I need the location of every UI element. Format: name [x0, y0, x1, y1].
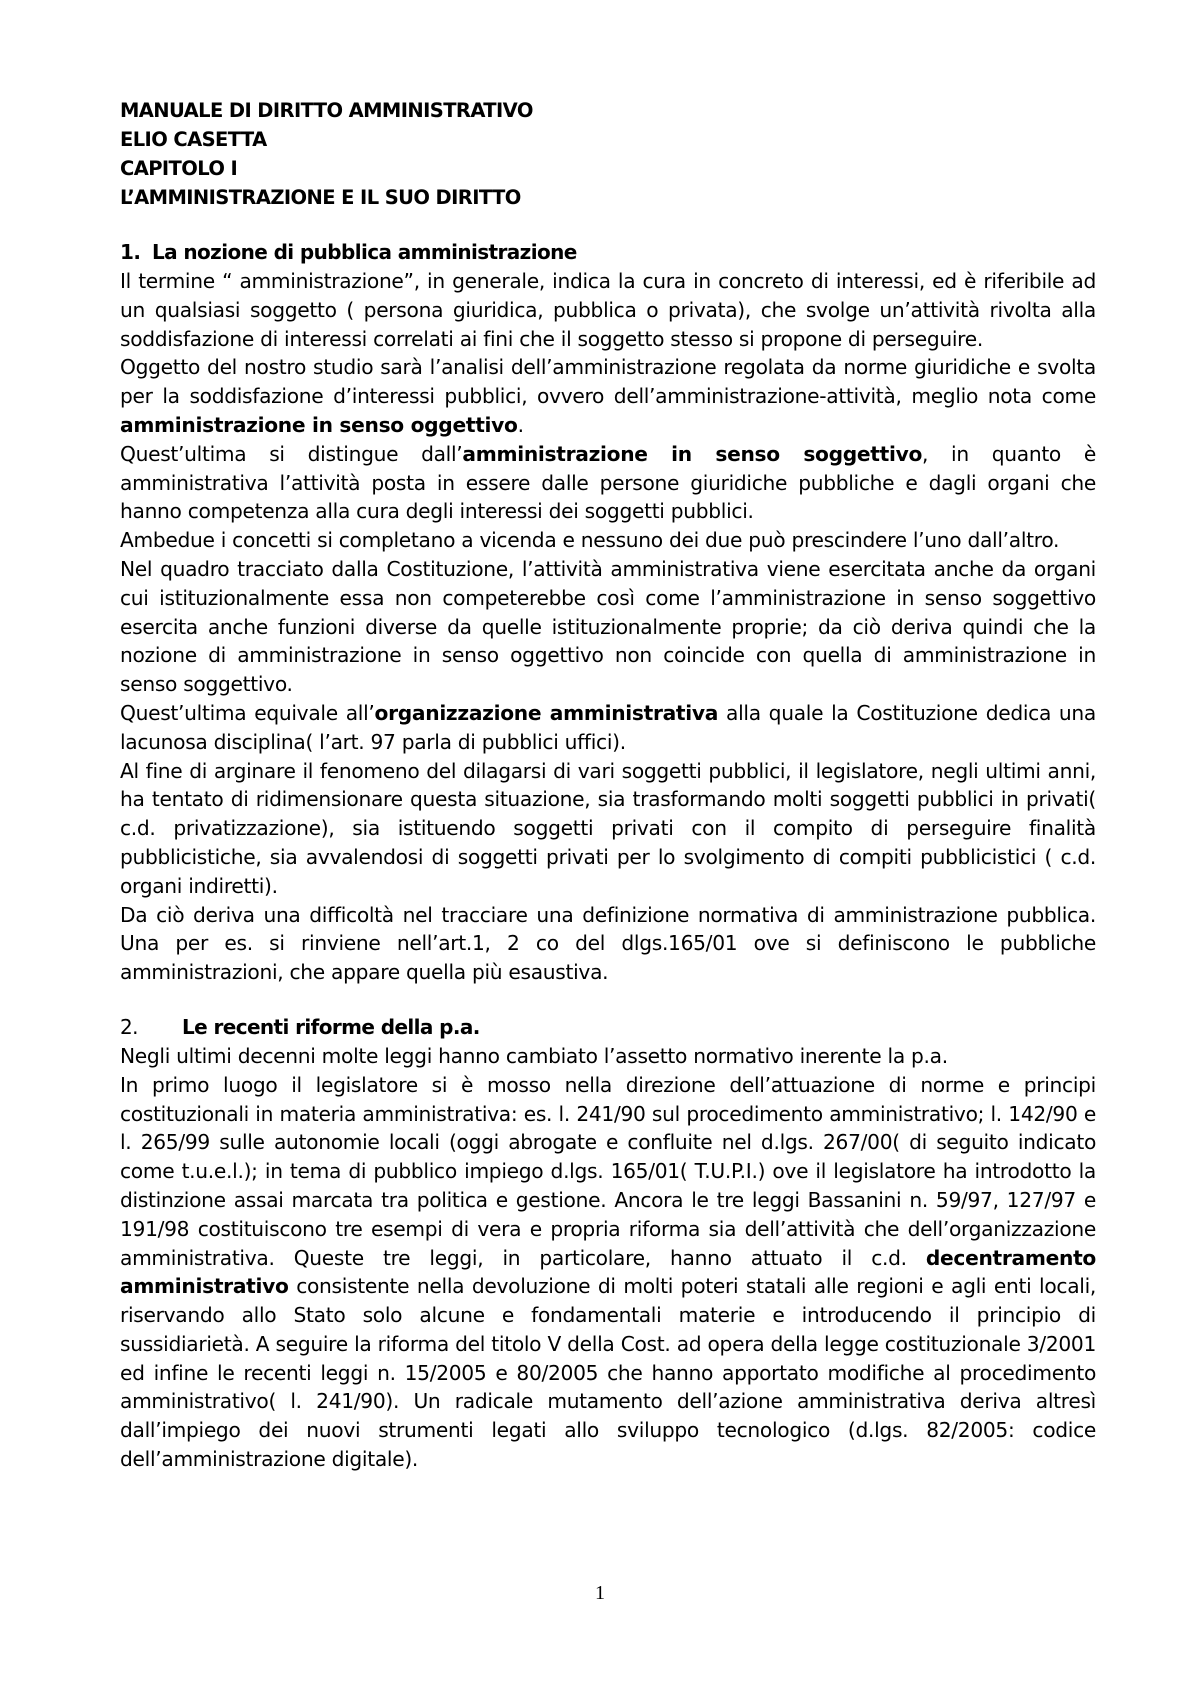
chapter-label: CAPITOLO I — [120, 157, 238, 180]
spacer — [120, 212, 1096, 238]
document-page — [120, 96, 1096, 1474]
page-number: 1 — [595, 1582, 605, 1604]
bold-term: amministrazione in senso soggettivo — [462, 441, 923, 466]
text-run: consistente nella devoluzione di molti poteri statali alle regioni e agli enti locali, riservando allo Stato solo alcune e fondamentali materie e introducendo il principio di sussidiarietà. A seguire la riforma del titolo V della Cost. ad opera della legge costituzionale 3/2001 ed infine le recenti leggi n. 15/2005 e 80/2005 che hanno apportato modifiche al procedimento amministrativo( l. 241/90). Un radicale mutamento dell’azione amministrativa deriva altresì dall’impiego dei nuovi strumenti legati allo sviluppo tecnologico (d.lgs. 82/2005: codice dell’amministrazione digitale). — [120, 1274, 1096, 1472]
section-1-title: La nozione di pubblica amministrazione — [152, 240, 577, 264]
paragraph: Nel quadro tracciato dalla Costituzione, l’attività amministrativa viene esercitata anche da organi cui istituzionalmente essa non competerebbe così come l’amministrazione in senso soggettivo esercita anche funzioni diverse da quelle istituzionalmente proprie; da ciò deriva quindi che la nozione di amministrazione in senso oggettivo non coincide con quella di amministrazione in senso soggettivo. — [120, 556, 1096, 697]
section-2-title: Le recenti riforme della p.a. — [182, 1014, 480, 1039]
document-header — [120, 96, 1096, 212]
paragraph — [120, 699, 1096, 757]
paragraph: Da ciò deriva una difficoltà nel tracciare una definizione normativa di amministrazione pubblica. Una per es. si rinviene nell’art.1, 2 co del dlgs.165/01 ove si definiscono le pubbliche amministrazioni, che appare quella più esaustiva. — [120, 902, 1096, 985]
paragraph: Il termine “ amministrazione”, in generale, indica la cura in concreto di interessi, ed è riferibile ad un qualsiasi soggetto ( persona giuridica, pubblica o privata), che svolge un’attività rivolta alla soddisfazione di interessi correlati ai fini che il soggetto stesso si propone di perseguire. — [120, 269, 1096, 351]
text-run: , in quanto è amministrativa l’attività posta in essere dalle persone giuridiche pubbliche e dagli organi che hanno competenza alla cura degli interessi dei soggetti pubblici. — [120, 441, 1096, 524]
author-name: ELIO CASETTA — [120, 128, 267, 151]
bold-term: amministrazione in senso oggettivo — [120, 412, 518, 437]
section-1-number: 1. — [120, 240, 141, 264]
text-run: alla quale la Costituzione dedica una lacunosa disciplina( l’art. 97 parla di pubblici uffici). — [120, 700, 1096, 754]
text-run: In primo luogo il legislatore si è mosso nella direzione dell’attuazione di norme e principi costituzionali in materia amministrativa: es. l. 241/90 sul procedimento amministrativo; l. 142/90 e l. 265/99 sulle autonomie locali (oggi abrogate e confluite nel d.lgs. 267/00( di seguito indicato come t.u.e.l.); in tema di pubblico impiego d.lgs. 165/01( T.U.P.I.) ove il legislatore ha introdotto la distinzione assai marcata tra politica e gestione. Ancora le tre leggi Bassanini n. 59/97, 127/97 e 191/98 costituiscono tre esempi di vera e propria riforma sia dell’attività che dell’organizzazione amministrativa. Queste tre leggi, in particolare, hanno attuato il c.d. — [120, 1072, 1096, 1270]
text-run: . — [517, 412, 524, 437]
section-1 — [120, 238, 1096, 987]
book-title: MANUALE DI DIRITTO AMMINISTRATIVO — [120, 99, 533, 122]
text-run: Oggetto del nostro studio sarà l’analisi dell’amministrazione regolata da norme giuridiche e svolta per la soddisfazione d’interessi pubblici, ovvero dell’amministrazione-attività, meglio nota come — [120, 355, 1096, 409]
paragraph — [120, 440, 1096, 526]
bold-term: decentramento amministrativo — [120, 1245, 1096, 1299]
section-1-heading — [120, 238, 1096, 267]
section-2-number: 2. — [120, 1014, 138, 1039]
paragraph: Negli ultimi decenni molte leggi hanno cambiato l’assetto normativo inerente la p.a. — [120, 1043, 948, 1068]
paragraph — [120, 353, 1096, 439]
chapter-title: L’AMMINISTRAZIONE E IL SUO DIRITTO — [120, 186, 521, 209]
paragraph — [120, 1071, 1096, 1474]
paragraph: Al fine di arginare il fenomeno del dilagarsi di vari soggetti pubblici, il legislatore, negli ultimi anni, ha tentato di ridimensionare questa situazione, sia trasformando molti soggetti pubblici in privati( c.d. privatizzazione), sia istituendo soggetti privati con il compito di perseguire finalità pubblicistiche, sia avvalendosi di soggetti privati per lo svolgimento di compiti pubblicistici ( c.d. organi indiretti). — [120, 758, 1096, 898]
section-2 — [120, 1013, 1096, 1474]
spacer — [120, 987, 1096, 1013]
section-2-heading — [120, 1013, 1096, 1042]
text-run: Quest’ultima equivale all’ — [120, 700, 375, 725]
bold-term: organizzazione amministrativa — [374, 700, 719, 725]
paragraph: Ambedue i concetti si completano a vicenda e nessuno dei due può prescindere l’uno dall’altro. — [120, 528, 1060, 553]
text-run: Quest’ultima si distingue dall’ — [120, 441, 463, 466]
